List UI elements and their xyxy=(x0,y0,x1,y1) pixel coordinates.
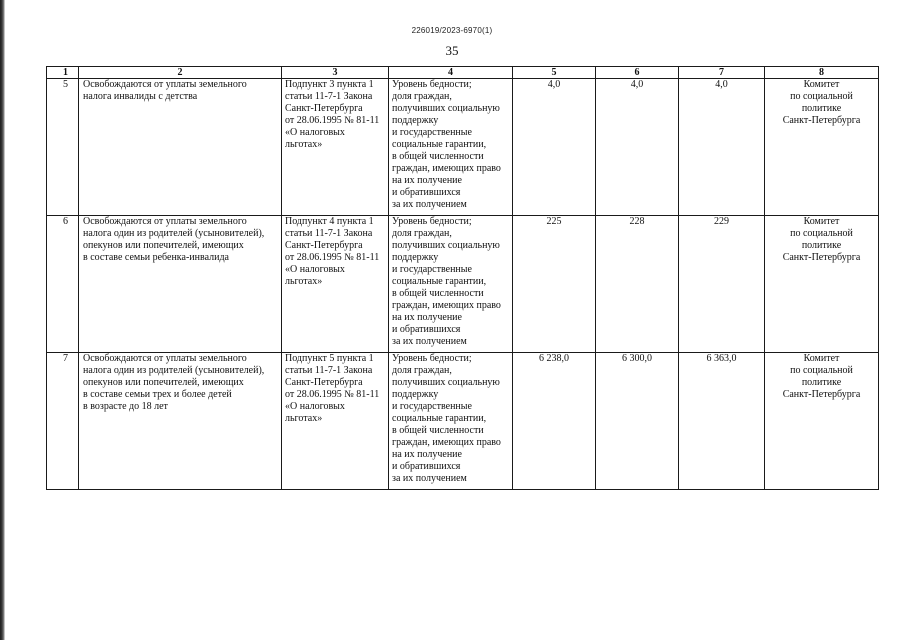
row-number: 5 xyxy=(47,79,79,216)
column-header: 4 xyxy=(389,67,513,79)
value-col-7: 6 363,0 xyxy=(679,353,765,490)
column-header: 6 xyxy=(596,67,679,79)
legal-basis: Подпункт 4 пункта 1 статьи 11-7-1 Закона Санкт-Петербурга от 28.06.1995 № 81-11 «О налоговых льготах» xyxy=(282,216,389,353)
legal-basis: Подпункт 3 пункта 1 статьи 11-7-1 Закона Санкт-Петербурга от 28.06.1995 № 81-11 «О налоговых льготах» xyxy=(282,79,389,216)
responsible-committee: Комитет по социальной политике Санкт-Петербурга xyxy=(765,79,879,216)
benefit-description: Освобождаются от уплаты земельного налога один из родителей (усыновителей), опекунов или попечителей, имеющих в составе семьи трех и более детей в возрасте до 18 лет xyxy=(79,353,282,490)
value-col-5: 225 xyxy=(513,216,596,353)
value-col-7: 229 xyxy=(679,216,765,353)
responsible-committee: Комитет по социальной политике Санкт-Петербурга xyxy=(765,216,879,353)
document-id: 226019/2023-6970(1) xyxy=(411,26,493,35)
table-header-row xyxy=(47,67,879,79)
legal-basis: Подпункт 5 пункта 1 статьи 11-7-1 Закона Санкт-Петербурга от 28.06.1995 № 81-11 «О налоговых льготах» xyxy=(282,353,389,490)
column-header: 7 xyxy=(679,67,765,79)
table-row xyxy=(47,79,879,216)
table-row xyxy=(47,353,879,490)
column-header: 2 xyxy=(79,67,282,79)
responsible-committee: Комитет по социальной политике Санкт-Петербурга xyxy=(765,353,879,490)
target-indicator: Уровень бедности; доля граждан, получивших социальную поддержку и государственные социальные гарантии, в общей численности граждан, имеющих право на их получение и обратившихся за их получением xyxy=(389,216,513,353)
column-header: 3 xyxy=(282,67,389,79)
value-col-6: 228 xyxy=(596,216,679,353)
benefit-description: Освобождаются от уплаты земельного налога один из родителей (усыновителей), опекунов или попечителей, имеющих в составе семьи ребенка-инвалида xyxy=(79,216,282,353)
value-col-5: 6 238,0 xyxy=(513,353,596,490)
table-row xyxy=(47,216,879,353)
row-number: 7 xyxy=(47,353,79,490)
value-col-5: 4,0 xyxy=(513,79,596,216)
scan-edge-shadow xyxy=(0,0,5,640)
benefit-description: Освобождаются от уплаты земельного налога инвалиды с детства xyxy=(79,79,282,216)
column-header: 8 xyxy=(765,67,879,79)
value-col-6: 6 300,0 xyxy=(596,353,679,490)
target-indicator: Уровень бедности; доля граждан, получивших социальную поддержку и государственные социальные гарантии, в общей численности граждан, имеющих право на их получение и обратившихся за их получением xyxy=(389,79,513,216)
target-indicator: Уровень бедности; доля граждан, получивших социальную поддержку и государственные социальные гарантии, в общей численности граждан, имеющих право на их получение и обратившихся за их получением xyxy=(389,353,513,490)
value-col-6: 4,0 xyxy=(596,79,679,216)
benefits-table xyxy=(46,66,879,490)
column-header: 5 xyxy=(513,67,596,79)
page-number: 35 xyxy=(445,43,459,58)
column-header: 1 xyxy=(47,67,79,79)
value-col-7: 4,0 xyxy=(679,79,765,216)
row-number: 6 xyxy=(47,216,79,353)
